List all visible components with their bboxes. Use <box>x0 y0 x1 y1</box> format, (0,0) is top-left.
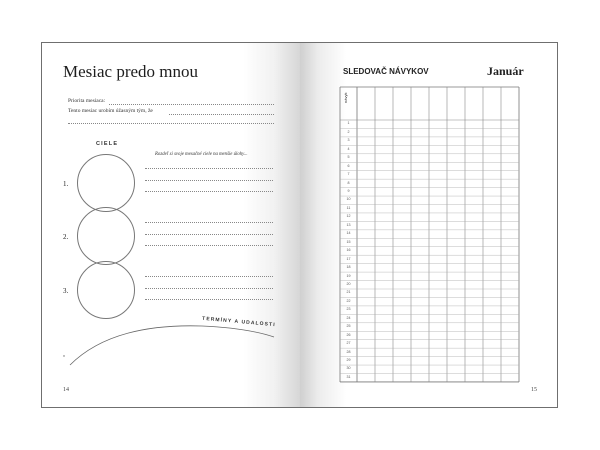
goals-heading: CIELE <box>96 141 119 147</box>
day-number: 30 <box>346 366 351 371</box>
day-number: 9 <box>347 189 350 193</box>
day-number: 19 <box>346 273 351 278</box>
notebook-spread <box>41 42 558 408</box>
day-number: 31 <box>346 374 351 379</box>
day-number: 6 <box>347 163 350 168</box>
day-number: 12 <box>346 214 351 219</box>
day-number: 4 <box>347 146 350 151</box>
events-heading: TERMÍNY A UDALOSTI <box>201 315 276 329</box>
day-number: 21 <box>346 290 351 295</box>
day-number: 22 <box>346 298 351 303</box>
day-number: 2 <box>347 129 350 134</box>
day-number: 10 <box>346 197 351 202</box>
day-number: 1 <box>347 121 350 126</box>
month-label: Január <box>487 64 524 78</box>
habit-column-label: návyk <box>343 92 348 103</box>
events-arc <box>42 43 300 408</box>
page-number-right: 15 <box>531 387 537 393</box>
day-number: 14 <box>346 231 351 236</box>
day-number: 24 <box>346 315 351 320</box>
goals-instruction: Rozdeľ si svoje mesačné ciele na menšie úlohy... <box>155 152 248 157</box>
day-number: 7 <box>347 172 350 177</box>
day-number: 17 <box>346 256 351 261</box>
day-number: 15 <box>346 239 351 244</box>
day-number: 26 <box>346 332 351 337</box>
day-number: 28 <box>346 349 351 354</box>
habit-tracker-title: SLEDOVAČ NÁVYKOV <box>343 67 429 76</box>
priority-label: Priorita mesiaca: <box>68 98 106 104</box>
day-number: 11 <box>346 205 351 210</box>
day-number: 13 <box>346 222 351 227</box>
awesome-month-label: Tento mesiac urobím úžasným tým, že <box>68 108 153 114</box>
right-page <box>300 43 557 407</box>
goal-number-2: 2. <box>63 233 69 241</box>
page-number-left: 14 <box>63 387 69 393</box>
day-number: 5 <box>347 155 350 160</box>
day-number: 8 <box>347 180 350 185</box>
day-number: 23 <box>346 307 351 312</box>
day-number: 20 <box>346 281 351 286</box>
goal-number-3: 3. <box>63 287 69 295</box>
left-page <box>42 43 300 407</box>
goal-number-1: 1. <box>63 180 69 188</box>
day-number: 27 <box>346 341 351 346</box>
page-title: Mesiac predo mnou <box>63 62 199 81</box>
day-number: 16 <box>346 248 351 253</box>
habit-grid[interactable] <box>300 43 557 408</box>
day-number: 29 <box>346 358 351 362</box>
day-number: 25 <box>346 324 351 329</box>
day-number: 3 <box>347 138 350 143</box>
day-number: 18 <box>346 265 351 270</box>
